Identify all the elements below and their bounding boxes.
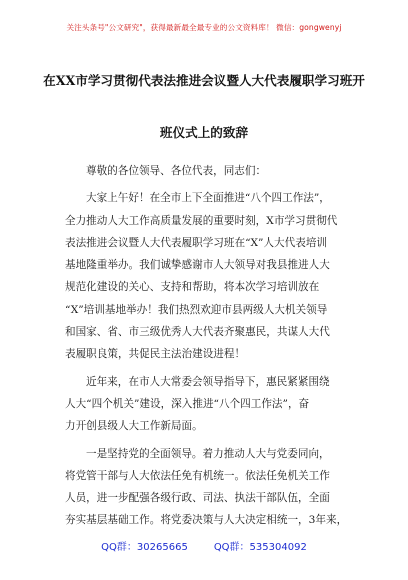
document-body [65,160,355,532]
paragraph-1-line: 规范化建设的关心、支持和帮助，将本次学习培训放在 [65,281,320,294]
header-banner: 关注头条号"公文研究"，获得最新最全最专业的公文资料库！ 微信：gongwenyj [66,23,342,32]
paragraph-1-line: 全力推动人大工作高质量发展的重要时刻，X市学习贯彻代 [65,214,338,227]
paragraph-1-line: 基地隆重举办。我们诚挚感谢市人大领导对我县推进人大 [65,259,330,272]
paragraph-3-line: 人员，进一步配强各级行政、司法、执法干部队伍，全面 [65,492,330,505]
paragraph-1-line: 表履职良策，共促民主法治建设进程！ [65,348,246,361]
paragraph-3-line: 夯实基层基础工作。将党委决策与人大决定相统一，3年来， [65,514,348,527]
paragraph-1-line: 大家上午好！在全市上下全面推进“八个四工作法”， [86,192,330,205]
qq-group-2: QQ群：535304092 [213,542,307,553]
paragraph-1-line: 表法推进会议暨人大代表履职学习班在“X”人大代表培训 [65,236,328,249]
salutation: 尊敬的各位领导、各位代表，同志们： [86,165,267,177]
document-title-line-1: 在XX市学习贯彻代表法推进会议暨人大代表履职学习班开 [43,73,365,88]
paragraph-2-line: 近年来，在市人大常委会领导指导下，惠民紧紧围绕 [86,375,330,388]
paragraph-2-line: 人大“四个机关”建设，深入推进“八个四工作法”，奋 [65,397,310,410]
qq-group-1: QQ群：30265665 [101,542,188,553]
paragraph-1-line: “X”培训基地举办！我们热烈欢迎市县两级人大机关领导 [65,303,328,316]
footer-contact [0,538,408,553]
document-title-line-2: 班仪式上的致辞 [159,125,249,140]
paragraph-3-line: 将党管干部与人大依法任免有机统一。依法任免机关工作 [65,469,330,482]
paragraph-2-line: 力开创县级人大工作新局面。 [65,420,203,433]
paragraph-3-line: 一是坚持党的全面领导。着力推动人大与党委同向， [86,447,330,460]
paragraph-1-line: 和国家、省、市三级优秀人大代表齐聚惠民，共谋人大代 [65,326,330,339]
